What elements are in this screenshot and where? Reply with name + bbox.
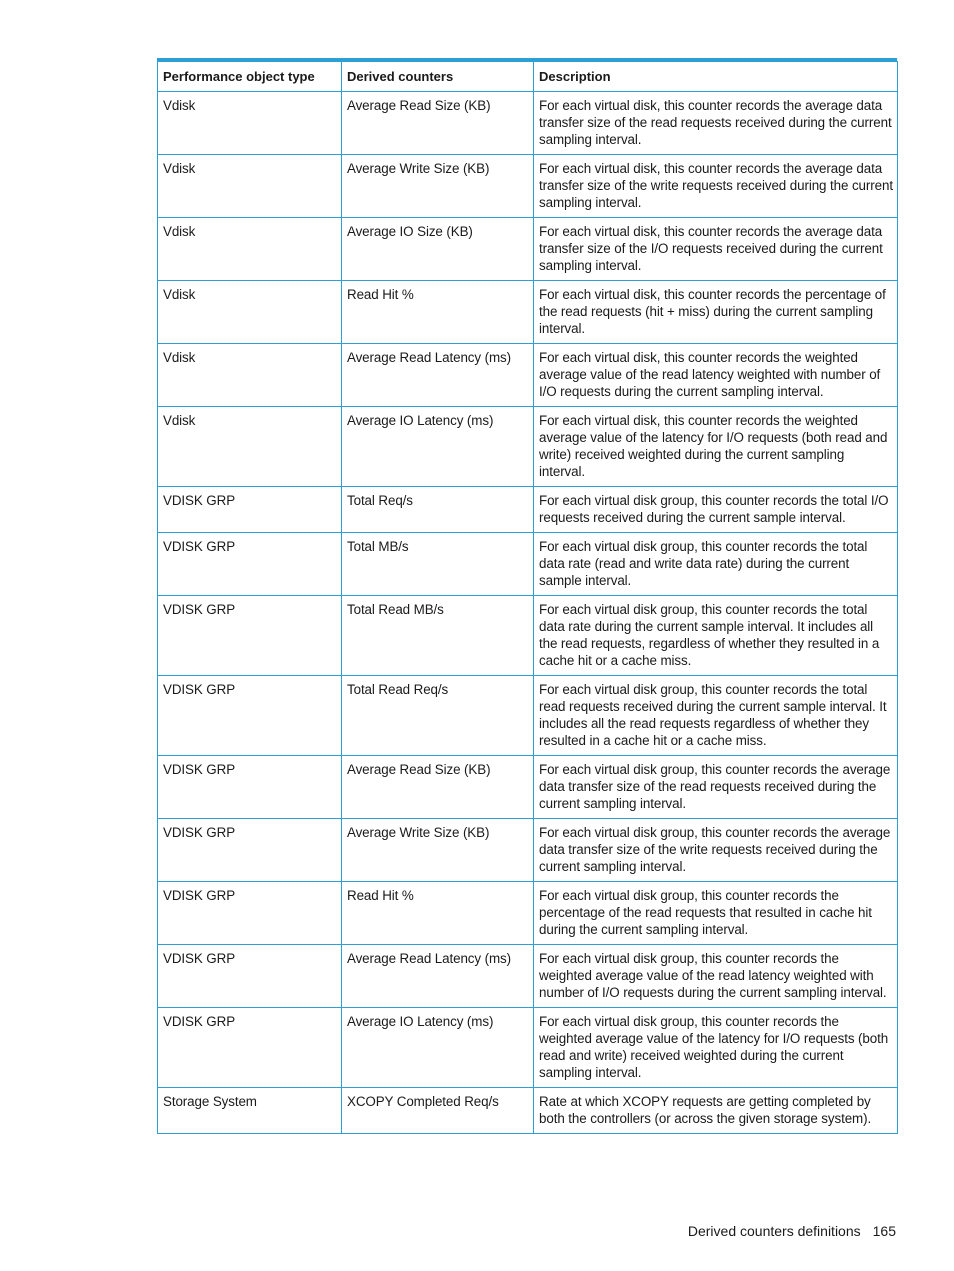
table-row [158,819,898,882]
cell-derived-counter: Average Read Size (KB) [342,92,534,155]
cell-derived-counter: Average Read Latency (ms) [342,344,534,407]
page-footer [688,1223,896,1239]
table-row [158,596,898,676]
cell-object-type: VDISK GRP [158,676,342,756]
cell-object-type: VDISK GRP [158,882,342,945]
table-row [158,1008,898,1088]
cell-description: Rate at which XCOPY requests are getting completed by both the controllers (or across the given storage system). [534,1088,898,1134]
cell-derived-counter: XCOPY Completed Req/s [342,1088,534,1134]
cell-derived-counter: Average IO Size (KB) [342,218,534,281]
cell-object-type: Vdisk [158,344,342,407]
table-row [158,756,898,819]
cell-description: For each virtual disk, this counter records the weighted average value of the latency for I/O requests (both read and write) received weighted during the current sampling interval. [534,407,898,487]
cell-description: For each virtual disk group, this counter records the total data rate (read and write data rate) during the current sample interval. [534,533,898,596]
cell-description: For each virtual disk group, this counter records the total I/O requests received during the current sample interval. [534,487,898,533]
cell-description: For each virtual disk group, this counter records the weighted average value of the read latency weighted with number of I/O requests during the current sampling interval. [534,945,898,1008]
footer-section-title: Derived counters definitions [687,1223,861,1239]
table-row [158,533,898,596]
cell-description: For each virtual disk, this counter records the weighted average value of the read latency weighted with number of I/O requests during the current sampling interval. [534,344,898,407]
cell-object-type: VDISK GRP [158,1008,342,1088]
cell-description: For each virtual disk group, this counter records the weighted average value of the latency for I/O requests (both read and write) received weighted during the current sampling interval. [534,1008,898,1088]
table-row [158,487,898,533]
cell-description: For each virtual disk group, this counter records the percentage of the read requests that resulted in cache hit during the current sampling interval. [534,882,898,945]
table-header-row [158,62,898,92]
table-row [158,155,898,218]
cell-derived-counter: Total Read MB/s [342,596,534,676]
table-row [158,281,898,344]
header-description: Description [534,62,898,92]
cell-object-type: VDISK GRP [158,533,342,596]
cell-object-type: VDISK GRP [158,487,342,533]
cell-description: For each virtual disk, this counter records the percentage of the read requests (hit + miss) during the current sampling interval. [534,281,898,344]
cell-object-type: Vdisk [158,407,342,487]
table-row [158,218,898,281]
page-number: 165 [872,1223,896,1239]
cell-object-type: Vdisk [158,155,342,218]
cell-derived-counter: Average IO Latency (ms) [342,1008,534,1088]
cell-description: For each virtual disk group, this counter records the total read requests received during the current sample interval. It includes all the read requests regardless of whether they resulted in a cache hit or a cache miss. [534,676,898,756]
cell-object-type: VDISK GRP [158,756,342,819]
cell-derived-counter: Average Write Size (KB) [342,819,534,882]
cell-description: For each virtual disk, this counter records the average data transfer size of the read requests received during the current sampling interval. [534,92,898,155]
table-row [158,344,898,407]
cell-derived-counter: Total MB/s [342,533,534,596]
derived-counters-table [157,61,898,1134]
cell-description: For each virtual disk, this counter records the average data transfer size of the write requests received during the current sampling interval. [534,155,898,218]
header-derived-counters: Derived counters [342,62,534,92]
cell-description: For each virtual disk group, this counter records the average data transfer size of the write requests received during the current sampling interval. [534,819,898,882]
cell-derived-counter: Total Req/s [342,487,534,533]
table-row [158,676,898,756]
cell-object-type: VDISK GRP [158,596,342,676]
table-row [158,882,898,945]
cell-object-type: Vdisk [158,92,342,155]
table-row [158,407,898,487]
cell-description: For each virtual disk group, this counter records the average data transfer size of the read requests received during the current sampling interval. [534,756,898,819]
cell-derived-counter: Total Read Req/s [342,676,534,756]
cell-object-type: VDISK GRP [158,819,342,882]
cell-derived-counter: Average Read Latency (ms) [342,945,534,1008]
cell-object-type: Storage System [158,1088,342,1134]
table-body [158,92,898,1134]
cell-derived-counter: Read Hit % [342,882,534,945]
cell-derived-counter: Average Write Size (KB) [342,155,534,218]
header-object-type: Performance object type [158,62,342,92]
cell-derived-counter: Average IO Latency (ms) [342,407,534,487]
cell-description: For each virtual disk, this counter records the average data transfer size of the I/O requests received during the current sampling interval. [534,218,898,281]
table-row [158,92,898,155]
table-row [158,1088,898,1134]
cell-derived-counter: Average Read Size (KB) [342,756,534,819]
cell-description: For each virtual disk group, this counter records the total data rate during the current sample interval. It includes all the read requests, regardless of whether they resulted in a cache hit or a cache miss. [534,596,898,676]
cell-object-type: Vdisk [158,281,342,344]
cell-derived-counter: Read Hit % [342,281,534,344]
derived-counters-table-container [157,58,897,1134]
cell-object-type: Vdisk [158,218,342,281]
cell-object-type: VDISK GRP [158,945,342,1008]
table-row [158,945,898,1008]
